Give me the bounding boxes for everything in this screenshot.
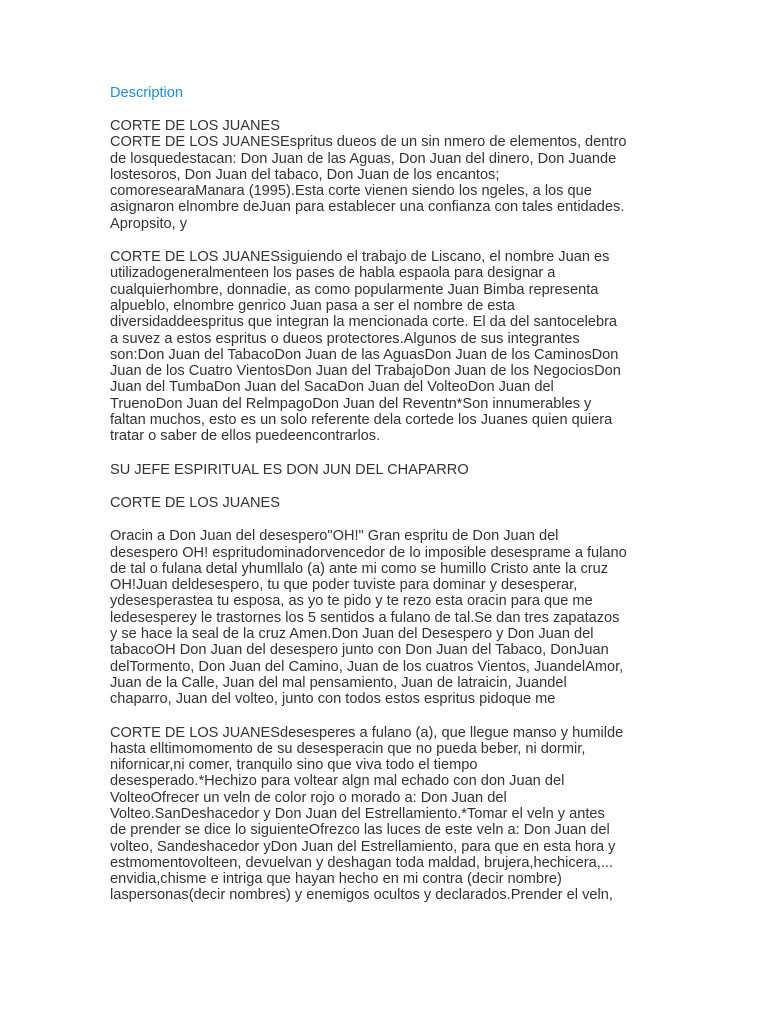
text-line: OH!Juan deldesespero, tu que poder tuviste para dominar y desesperar,: [110, 577, 578, 594]
text-line: VolteoOfrecer un veln de color rojo o morado a: Don Juan del: [110, 789, 507, 806]
document-body: [110, 118, 670, 904]
text-line: CORTE DE LOS JUANES: [110, 494, 281, 511]
text-line: CORTE DE LOS JUANES: [110, 118, 281, 134]
text-line: tabacoOH Don Juan del desespero junto con Don Juan del Tabaco, DonJuan: [110, 642, 609, 659]
text-line: de losquedestacan: Don Juan de las Aguas, Don Juan del dinero, Don Juande: [110, 150, 617, 167]
paragraph: [110, 118, 670, 232]
text-line: de prender se dice lo siguienteOfrezco las luces de este veln a: Don Juan del: [110, 822, 610, 839]
text-line: a suvez a estos espritus o dueos protectores.Algunos de sus integrantes: [110, 330, 580, 347]
text-line: alpueblo, elnombre genrico Juan pasa a ser el nombre de esta: [110, 297, 515, 314]
paragraph: [110, 495, 670, 511]
text-line: desespero OH! espritudominadorvencedor de lo imposible desesprame a fulano: [110, 544, 627, 561]
paragraph: [110, 725, 670, 904]
text-line: delTormento, Don Juan del Camino, Juan de los cuatros Vientos, JuandelAmor,: [110, 658, 624, 675]
text-line: nifornicar,ni comer, tranquilo sino que viva todo el tiempo: [110, 757, 478, 774]
document-page: [110, 84, 670, 921]
text-line: CORTE DE LOS JUANESsiguiendo el trabajo de Liscano, el nombre Juan es: [110, 249, 610, 266]
text-line: faltan muchos, esto es un solo referente dela cortede los Juanes quien quiera: [110, 412, 613, 429]
text-line: ledesesperey le trastornes los 5 sentidos a fulano de tal.Se dan tres zapatazos: [110, 609, 620, 626]
text-line: laspersonas(decir nombres) y enemigos ocultos y declarados.Prender el veln,: [110, 887, 613, 904]
text-line: Oracin a Don Juan del desespero"OH!" Gran espritu de Don Juan del: [110, 528, 559, 545]
text-line: utilizadogeneralmenteen los pases de habla espaola para designar a: [110, 265, 556, 282]
text-line: Juan del TumbaDon Juan del SacaDon Juan del VolteoDon Juan del: [110, 379, 554, 396]
text-line: estmomentovolteen, devuelvan y deshagan toda maldad, brujera,hechicera,...: [110, 854, 613, 871]
text-line: comoresearaManara (1995).Esta corte vienen siendo los ngeles, a los que: [110, 183, 592, 200]
text-line: tratar o saber de ellos puedeencontrarlos.: [110, 428, 381, 445]
paragraph: [110, 462, 670, 478]
text-line: ydesesperastea tu esposa, as yo te pido y te rezo esta oracin para que me: [110, 593, 593, 610]
text-line: Volteo.SanDeshacedor y Don Juan del Estrellamiento.*Tomar el veln y antes: [110, 805, 605, 822]
text-line: y se hace la seal de la cruz Amen.Don Juan del Desespero y Don Juan del: [110, 626, 594, 643]
text-line: Juan de los Cuatro VientosDon Juan del TrabajoDon Juan de los NegociosDon: [110, 363, 621, 380]
text-line: Juan de la Calle, Juan del mal pensamiento, Juan de latraicin, Juandel: [110, 674, 567, 691]
text-line: Apropsito, y: [110, 215, 188, 232]
text-line: CORTE DE LOS JUANESdesesperes a fulano (a), que llegue manso y humilde: [110, 724, 624, 741]
paragraph: [110, 528, 670, 707]
text-line: desesperado.*Hechizo para voltear algn mal echado con don Juan del: [110, 773, 565, 790]
text-line: SU JEFE ESPIRITUAL ES DON JUN DEL CHAPARRO: [110, 461, 469, 478]
text-line: asignaron elnombre deJuan para establecer una confianza con tales entidades.: [110, 199, 625, 216]
text-line: de tal o fulana detal yhumllalo (a) ante mi como se humillo Cristo ante la cruz: [110, 560, 609, 577]
text-line: diversidaddeespritus que integran la mencionada corte. El da del santocelebra: [110, 314, 618, 331]
text-line: TruenoDon Juan del RelmpagoDon Juan del Reventn*Son innumerables y: [110, 395, 592, 412]
text-line: volteo, Sandeshacedor yDon Juan del Estrellamiento, para que en esta hora y: [110, 838, 616, 855]
paragraph: [110, 249, 670, 445]
text-line: son:Don Juan del TabacoDon Juan de las AguasDon Juan de los CaminosDon: [110, 346, 619, 363]
text-line: cualquierhombre, donnadie, as como popularmente Juan Bimba representa: [110, 281, 599, 298]
text-line: lostesoros, Don Juan del tabaco, Don Juan de los encantos;: [110, 166, 500, 183]
text-line: chaparro, Juan del volteo, junto con todos estos espritus pidoque me: [110, 691, 556, 708]
description-link[interactable]: Description: [110, 85, 183, 101]
text-line: CORTE DE LOS JUANESEspritus dueos de un sin nmero de elementos, dentro: [110, 134, 627, 151]
text-line: hasta elltimomomento de su desesperacin que no pueda beber, ni dormir,: [110, 740, 586, 757]
text-line: envidia,chisme e intriga que hayan hecho en mi contra (decir nombre): [110, 871, 562, 888]
